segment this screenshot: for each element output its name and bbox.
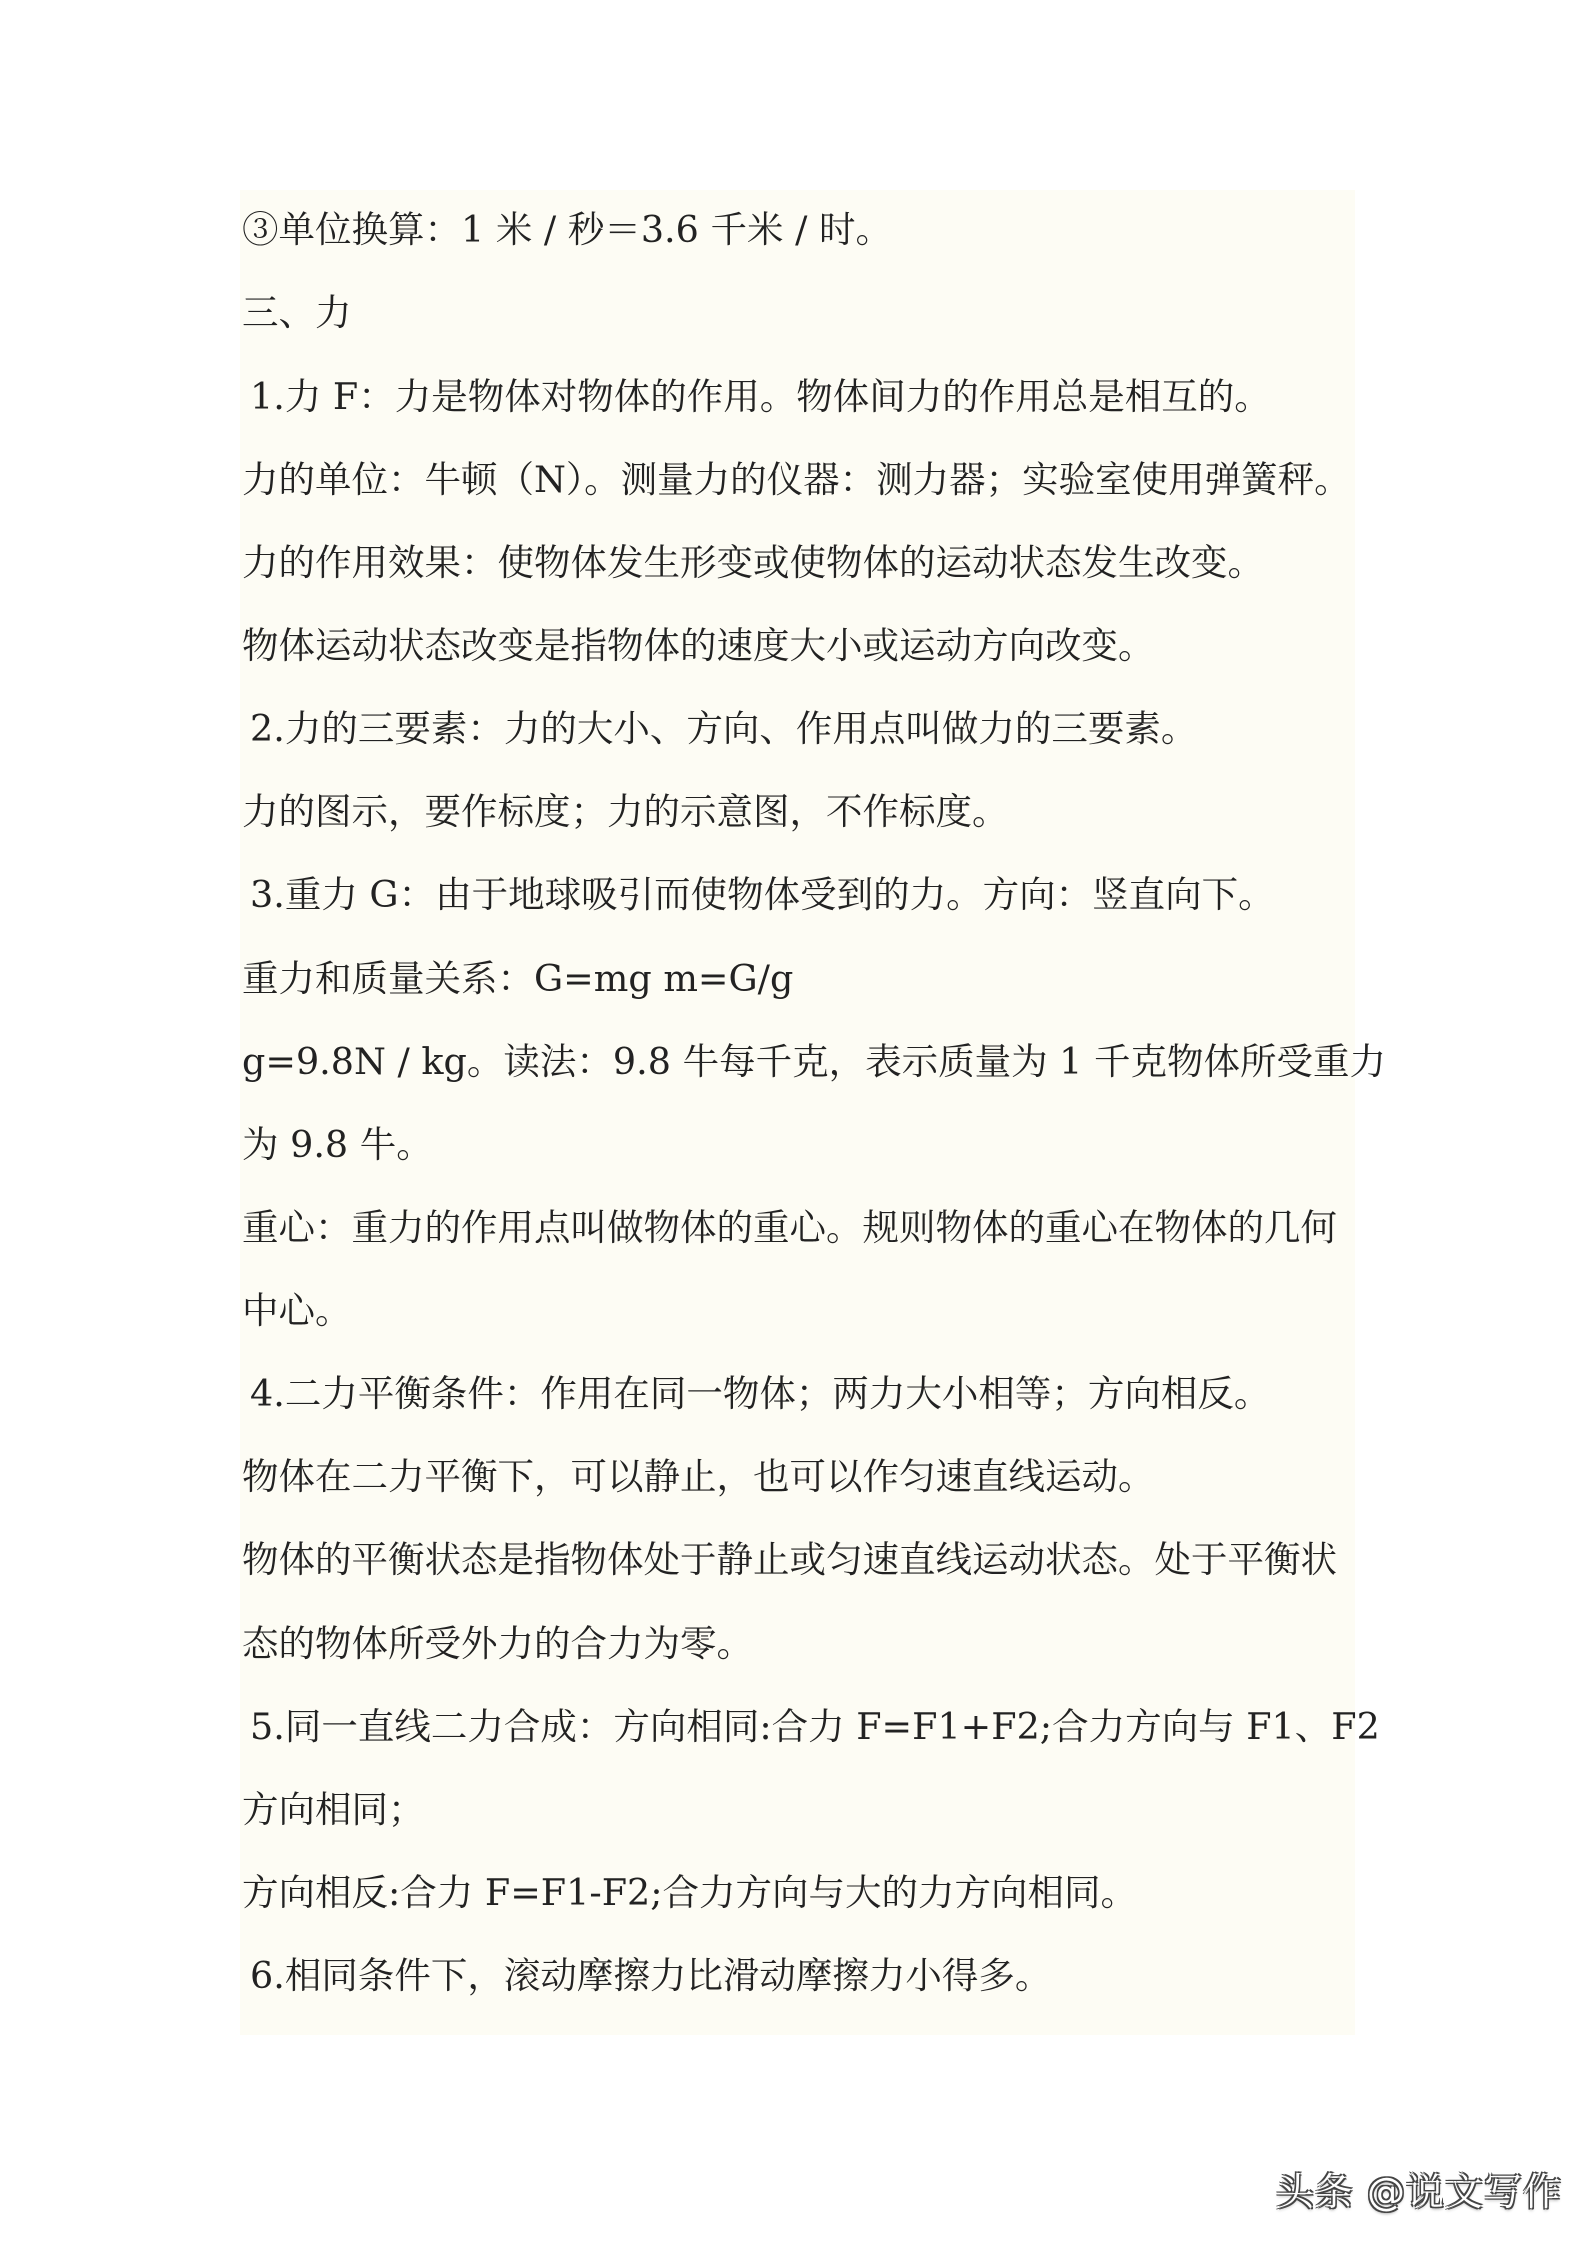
text-line: 力的作用效果：使物体发生形变或使物体的运动状态发生改变。 [242, 541, 1264, 584]
text-line: 6.相同条件下，滚动摩擦力比滑动摩擦力小得多。 [250, 1954, 1052, 1997]
text-line: 方向相同； [242, 1788, 425, 1831]
text-line: 物体的平衡状态是指物体处于静止或匀速直线运动状态。处于平衡状 [242, 1538, 1337, 1581]
text-line: 5.同一直线二力合成：方向相同:合力 F=F1+F2;合力方向与 F1、F2 [250, 1705, 1380, 1748]
text-line: 为 9.8 牛。 [242, 1123, 433, 1166]
text-line: 2.力的三要素：力的大小、方向、作用点叫做力的三要素。 [250, 707, 1198, 750]
text-line: 重心：重力的作用点叫做物体的重心。规则物体的重心在物体的几何 [242, 1206, 1337, 1249]
text-line: 中心。 [242, 1289, 352, 1332]
text-line: 力的图示，要作标度；力的示意图，不作标度。 [242, 790, 1009, 833]
text-line: g=9.8N / kg。读法：9.8 牛每千克，表示质量为 1 千克物体所受重力 [242, 1040, 1386, 1083]
section-heading: 三、力 [242, 291, 352, 334]
text-line: 物体运动状态改变是指物体的速度大小或运动方向改变。 [242, 624, 1155, 667]
text-line: 力的单位：牛顿（N）。测量力的仪器：测力器；实验室使用弹簧秤。 [242, 458, 1351, 501]
text-line: 4.二力平衡条件：作用在同一物体；两力大小相等；方向相反。 [250, 1372, 1271, 1415]
watermark-text: 头条 @说文写作 [1275, 2170, 1562, 2214]
text-line: 物体在二力平衡下，可以静止，也可以作匀速直线运动。 [242, 1455, 1155, 1498]
text-line: 重力和质量关系：G=mg m=G/g [242, 957, 794, 1000]
text-line: 1.力 F：力是物体对物体的作用。物体间力的作用总是相互的。 [250, 375, 1271, 418]
text-line: 方向相反:合力 F=F1-F2;合力方向与大的力方向相同。 [242, 1871, 1138, 1914]
document-content [240, 190, 1386, 2035]
text-line: ③单位换算：1 米 / 秒＝3.6 千米 / 时。 [242, 208, 892, 251]
text-line: 3.重力 G：由于地球吸引而使物体受到的力。方向：竖直向下。 [250, 873, 1275, 916]
text-line: 态的物体所受外力的合力为零。 [242, 1622, 753, 1665]
